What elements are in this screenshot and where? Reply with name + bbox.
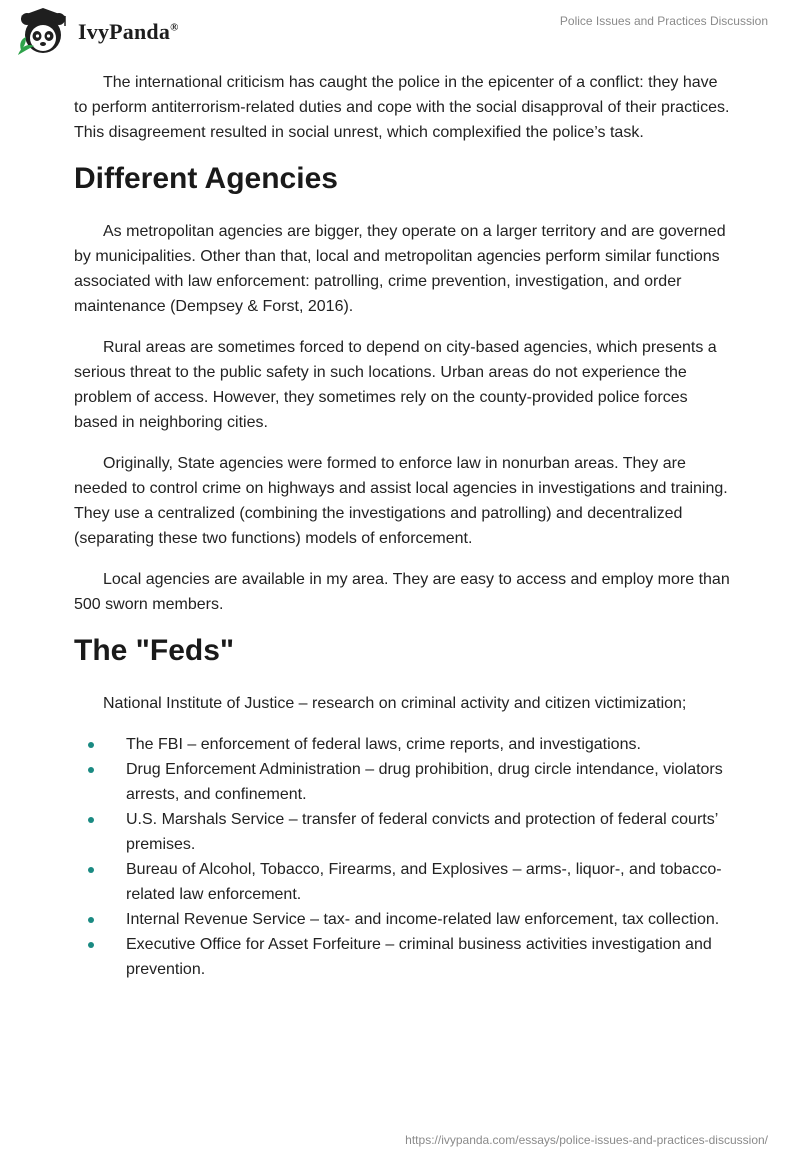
paragraph-agencies-1: As metropolitan agencies are bigger, they operate on a larger territory and are governed by municipalities. Other than that, local and metropolitan agencies perform similar functions associated with law enforcement: patrolling, crime prevention, investigation, and order maintenance (Dempsey & Forst, 2016). — [74, 223, 726, 315]
list-item — [74, 757, 734, 807]
bullet-icon — [88, 917, 94, 923]
brand-name — [78, 19, 179, 45]
list-item-text: U.S. Marshals Service – transfer of federal convicts and protection of federal courts’ premises. — [126, 811, 718, 853]
paragraph-feds: National Institute of Justice – research on criminal activity and citizen victimization; — [103, 695, 687, 712]
list-item — [74, 857, 734, 907]
document-title: Police Issues and Practices Discussion — [559, 14, 768, 28]
bullet-icon — [88, 942, 94, 948]
bullet-icon — [88, 867, 94, 873]
bullet-icon — [88, 817, 94, 823]
bullet-icon — [88, 767, 94, 773]
registered-mark: ® — [170, 21, 179, 34]
list-item-text: Bureau of Alcohol, Tobacco, Firearms, and Explosives – arms-, liquor-, and tobacco-related law enforcement. — [126, 861, 722, 903]
list-item — [74, 907, 734, 932]
ivypanda-logo[interactable] — [15, 6, 179, 58]
paragraph-agencies-2: Rural areas are sometimes forced to depend on city-based agencies, which presents a serious threat to the public safety in such locations. Urban areas do not experience the problem of access. However, they sometimes rely on the county-provided police forces based in neighboring cities. — [74, 339, 717, 431]
source-url[interactable]: https://ivypanda.com/essays/police-issues-and-practices-discussion/ — [405, 1133, 768, 1147]
essay-content — [74, 70, 734, 982]
list-item — [74, 932, 734, 982]
paragraph-agencies-3: Originally, State agencies were formed to enforce law in nonurban areas. They are needed to control crime on highways and assist local agencies in investigations and training. They use a centralized (combining the investigations and patrolling) and decentralized (separating these two functions) models of enforcement. — [74, 455, 728, 547]
list-item-text: Internal Revenue Service – tax- and income-related law enforcement, tax collection. — [126, 911, 720, 928]
bullet-icon — [88, 742, 94, 748]
feds-list — [74, 732, 734, 982]
list-item-text: The FBI – enforcement of federal laws, crime reports, and investigations. — [126, 736, 641, 753]
heading-feds: The "Feds" — [74, 634, 235, 667]
list-item-text: Executive Office for Asset Forfeiture – criminal business activities investigation and prevention. — [126, 936, 712, 978]
brand-text: IvyPanda — [78, 19, 171, 44]
paragraph-intro: The international criticism has caught the police in the epicenter of a conflict: they have to perform antiterrorism-related duties and cope with the social disapproval of their practices. This disagreement resulted in social unrest, which complexified the police’s task. — [74, 74, 730, 141]
list-item-text: Drug Enforcement Administration – drug prohibition, drug circle intendance, violators arrests, and confinement. — [126, 761, 723, 803]
paragraph-agencies-4: Local agencies are available in my area. They are easy to access and employ more than 500 sworn members. — [74, 571, 730, 613]
list-item — [74, 732, 734, 757]
panda-graduate-icon — [15, 6, 73, 58]
list-item — [74, 807, 734, 857]
heading-different-agencies: Different Agencies — [74, 162, 338, 195]
page-header — [0, 0, 800, 64]
